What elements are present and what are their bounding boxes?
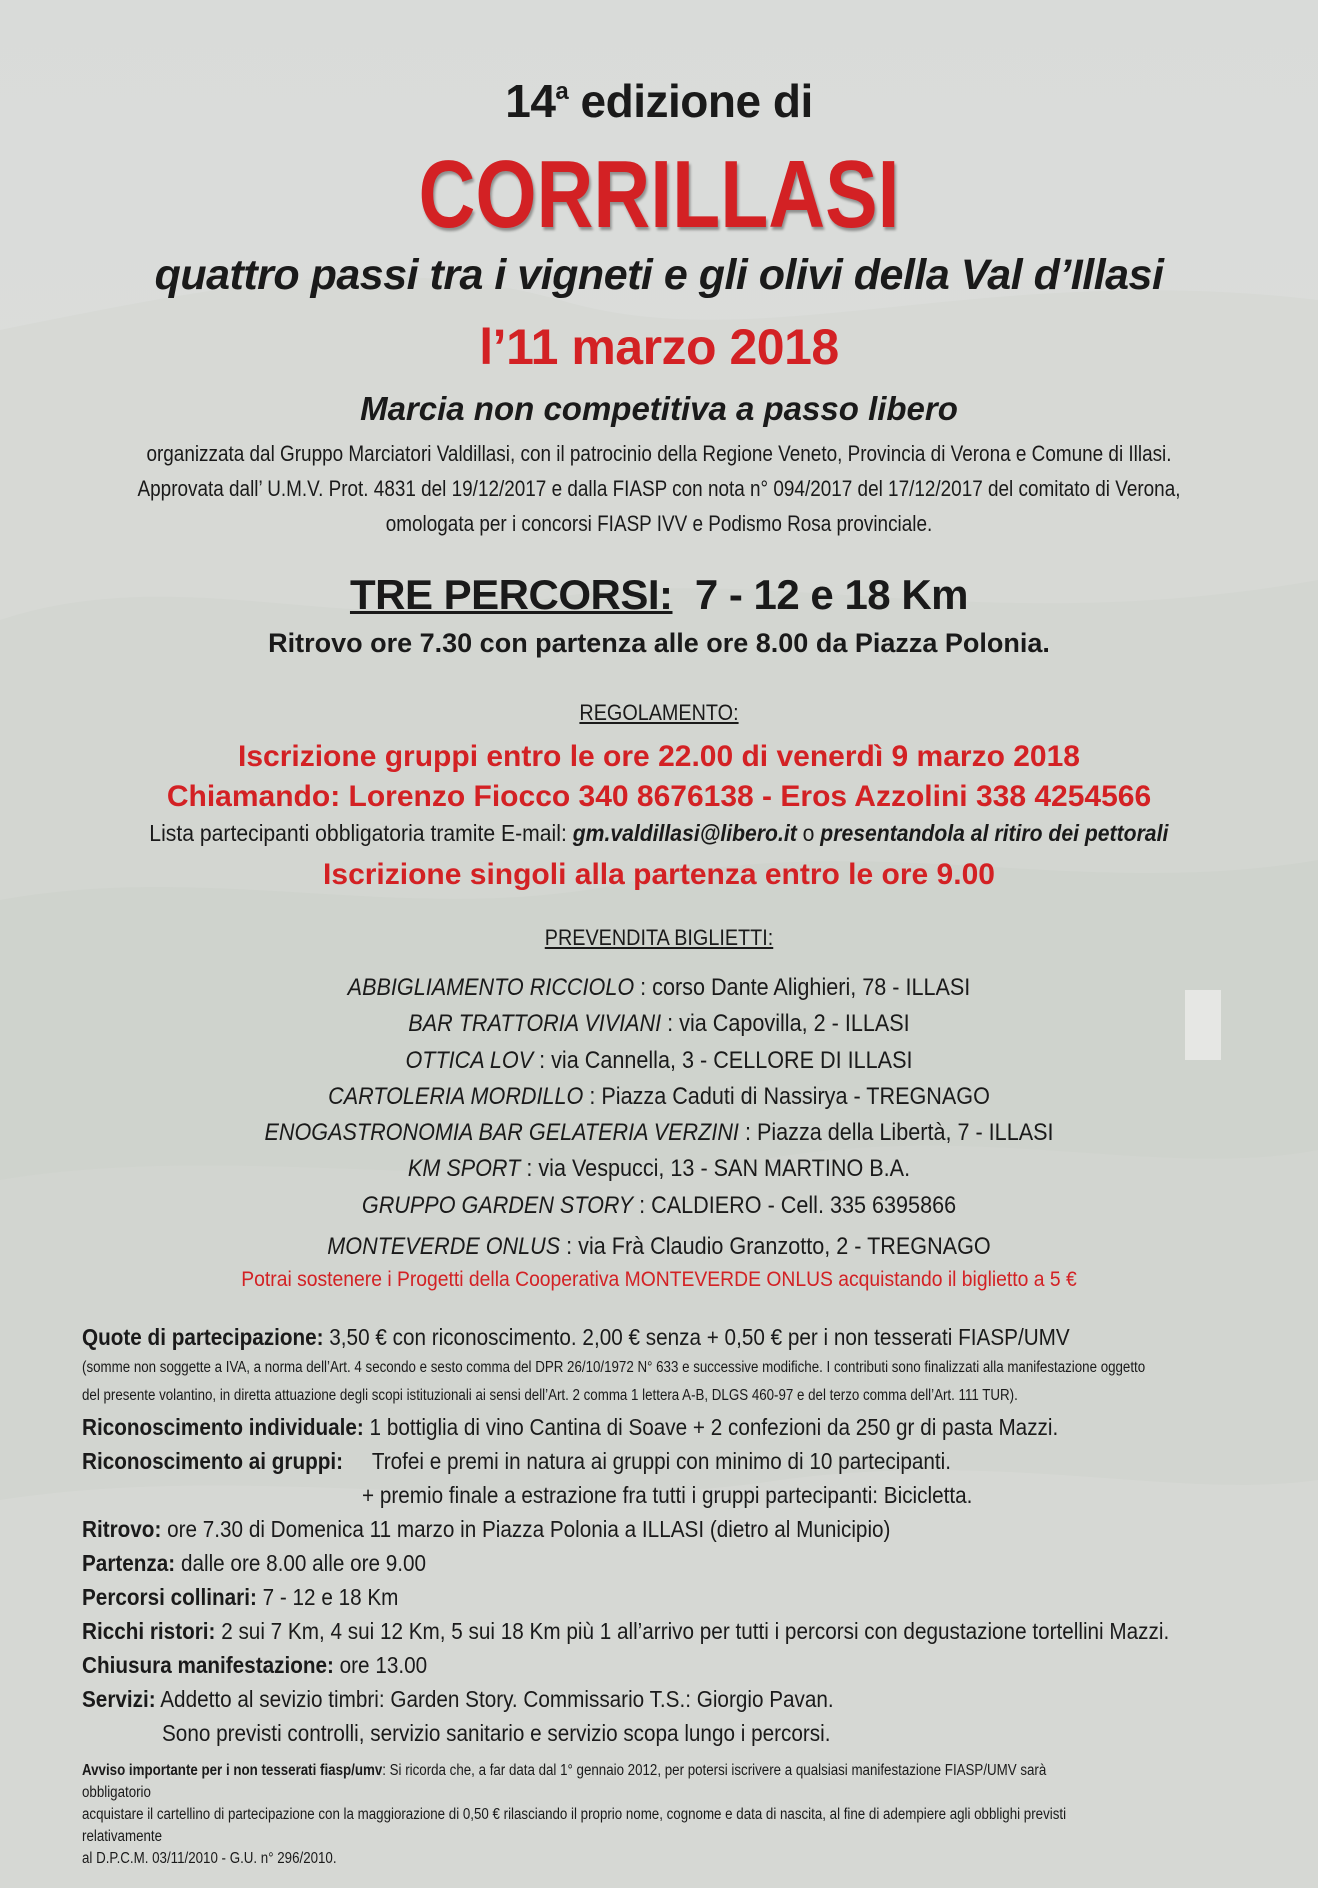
info-servizi-extra — [82, 1716, 1242, 1750]
info-partenza — [82, 1546, 1242, 1580]
registration-contacts: Chiamando: Lorenzo Fiocco 340 8676138 - Eros Azzolini 338 4254566 — [166, 780, 1152, 813]
info-text: dalle ore 8.00 alle ore 9.00 — [175, 1550, 427, 1576]
routes-label: TRE PERCORSI: — [349, 571, 673, 618]
info-text: Addetto al sevizio timbri: Garden Story. Commissario T.S.: Giorgio Pavan. — [155, 1686, 834, 1712]
participant-list-middle: o — [796, 820, 821, 846]
info-note-line: del presente volantino, in diretta attuazione degli scopi istituzionali ai sensi dell’Art. 2 comma 1 lettera A-B, DLGS 460-97 e del terzo comma dell’Art. 111 TUR). — [82, 1387, 1018, 1404]
singles-registration: Iscrizione singoli alla partenza entro le ore 9.00 — [323, 858, 995, 891]
notice-text: al D.P.C.M. 03/11/2010 - G.U. n° 296/2010. — [82, 1850, 337, 1867]
info-ritrovo — [82, 1512, 1242, 1546]
info-quote-note — [82, 1382, 1242, 1410]
participant-list-prefix: Lista partecipanti obbligatoria tramite E-mail: — [149, 820, 573, 846]
shop-detail: : via Cannella, 3 - CELLORE DI ILLASI — [533, 1046, 913, 1074]
notice-text: : Si ricorda che, a far data dal 1° gennaio 2012, per potersi iscrivere a qualsiasi manifestazione FIASP/UMV sarà obbligatorio — [82, 1762, 1047, 1801]
shop-name: ABBIGLIAMENTO RICCIOLO — [347, 974, 635, 1001]
notice-label: Avviso importante per i non tesserati fiasp/umv — [82, 1762, 383, 1779]
info-text: 2 sui 7 Km, 4 sui 12 Km, 5 sui 18 Km più 1 all’arrivo per tutti i percorsi con degustazione tortellini Mazzi. — [215, 1618, 1170, 1644]
info-label: Servizi: — [82, 1686, 156, 1712]
shop-item-monteverde — [66, 1233, 1252, 1261]
info-label: Riconoscimento individuale: — [82, 1414, 364, 1440]
shop-item — [66, 1188, 1252, 1224]
participation-info — [82, 1320, 1242, 1750]
routes-heading — [0, 571, 1318, 619]
organization-line: organizzata dal Gruppo Marciatori Valdillasi, con il patrocinio della Regione Veneto, Provincia di Verona e Comune di Illasi. — [146, 441, 1172, 466]
info-label: Quote di partecipazione: — [82, 1324, 324, 1350]
shop-detail: : Piazza Caduti di Nassirya - TREGNAGO — [583, 1082, 990, 1110]
info-label: Ritrovo: — [82, 1516, 162, 1542]
shop-name: ENOGASTRONOMIA BAR GELATERIA VERZINI — [264, 1119, 739, 1147]
shop-name: KM SPORT — [407, 1155, 521, 1183]
groups-deadline: Iscrizione gruppi entro le ore 22.00 di venerdì 9 marzo 2018 — [238, 740, 1080, 773]
support-note: Potrai sostenere i Progetti della Cooperativa MONTEVERDE ONLUS acquistando il biglietto a 5 € — [241, 1268, 1077, 1291]
info-label: Ricchi ristori: — [82, 1618, 216, 1644]
regolamento-heading: REGOLAMENTO: — [579, 700, 739, 725]
info-groups-extra — [82, 1478, 1242, 1512]
organization-text — [92, 436, 1225, 541]
info-text: 1 bottiglia di vino Cantina di Soave + 2 confezioni da 250 gr di pasta Mazzi. — [363, 1414, 1059, 1440]
email-address[interactable]: gm.valdillasi@libero.it — [572, 820, 797, 846]
info-text: ore 13.00 — [333, 1652, 428, 1678]
shop-detail: : CALDIERO - Cell. 335 6395866 — [633, 1191, 957, 1219]
info-text: ore 7.30 di Domenica 11 marzo in Piazza Polonia a ILLASI (dietro al Municipio) — [161, 1516, 891, 1542]
notice-line — [82, 1804, 1242, 1848]
shop-detail: : Piazza della Libertà, 7 - ILLASI — [738, 1119, 1054, 1147]
edition-text: edizione di — [568, 75, 813, 127]
info-text: Sono previsti controlli, servizio sanitario e servizio scopa lungo i percorsi. — [162, 1720, 831, 1746]
info-individual — [82, 1410, 1242, 1444]
info-text: Trofei e premi in natura ai gruppi con minimo di 10 partecipanti. — [371, 1448, 951, 1474]
shop-name: BAR TRATTORIA VIVIANI — [408, 1010, 662, 1038]
shop-detail: : via Frà Claudio Granzotto, 2 - TREGNAGO — [560, 1233, 991, 1260]
info-label: Chiusura manifestazione: — [82, 1652, 334, 1678]
notice-text: acquistare il cartellino di partecipazione con la maggiorazione di 0,50 € rilasciando il proprio nome, cognome e data di nascita, al fine di adempiere agli obblighi previsti relativamente — [82, 1806, 1067, 1845]
important-notice — [82, 1760, 1242, 1870]
info-label: Riconoscimento ai gruppi: — [82, 1448, 344, 1474]
info-note-line: (somme non soggette a IVA, a norma dell’Art. 4 secondo e sesto comma del DPR 26/10/1972 N° 633 e successive modifiche. I contributi sono finalizzati alla manifestazione oggetto — [82, 1359, 1146, 1376]
meeting-info: Ritrovo ore 7.30 con partenza alle ore 8.00 da Piazza Polonia. — [268, 628, 1050, 658]
info-quote-note — [82, 1354, 1242, 1382]
info-ristori — [82, 1614, 1242, 1648]
shop-detail: : corso Dante Alighieri, 78 - ILLASI — [634, 974, 971, 1001]
info-quote — [82, 1320, 1242, 1354]
shop-name: GRUPPO GARDEN STORY — [361, 1191, 634, 1219]
shop-detail: : via Capovilla, 2 - ILLASI — [661, 1010, 910, 1038]
shop-item — [66, 1006, 1252, 1042]
info-text: + premio finale a estrazione fra tutti i gruppi partecipanti: Bicicletta. — [362, 1482, 973, 1508]
routes-values: 7 - 12 e 18 Km — [694, 571, 969, 618]
shop-item — [66, 1043, 1252, 1079]
shop-detail: : via Vespucci, 13 - SAN MARTINO B.A. — [520, 1155, 911, 1183]
shop-name: MONTEVERDE ONLUS — [327, 1233, 561, 1260]
shop-name: CARTOLERIA MORDILLO — [328, 1082, 584, 1110]
shop-item — [66, 970, 1252, 1006]
shop-item — [66, 1151, 1252, 1187]
participant-list-info — [0, 820, 1318, 847]
info-chiusura — [82, 1648, 1242, 1682]
notice-line — [82, 1848, 1242, 1870]
info-text: 7 - 12 e 18 Km — [256, 1584, 399, 1610]
edition-suffix: a — [555, 78, 569, 105]
info-servizi — [82, 1682, 1242, 1716]
organization-line: omologata per i concorsi FIASP IVV e Podismo Rosa provinciale. — [385, 511, 933, 536]
prevendita-heading: PREVENDITA BIGLIETTI: — [544, 925, 774, 950]
shop-item — [66, 1079, 1252, 1115]
shop-list — [66, 970, 1252, 1224]
info-label: Percorsi collinari: — [82, 1584, 257, 1610]
event-date: l’11 marzo 2018 — [479, 319, 839, 375]
event-title: CORRILLASI — [418, 141, 900, 248]
info-groups — [82, 1444, 1242, 1478]
participant-list-suffix: presentandola al ritiro dei pettorali — [820, 820, 1169, 846]
edition-number: 14 — [505, 75, 556, 127]
info-label: Partenza: — [82, 1550, 176, 1576]
event-subtitle: quattro passi tra i vigneti e gli olivi della Val d’Illasi — [154, 251, 1164, 299]
edition-heading — [0, 74, 1318, 128]
shop-name: OTTICA LOV — [405, 1046, 534, 1074]
info-percorsi — [82, 1580, 1242, 1614]
organization-line: Approvata dall’ U.M.V. Prot. 4831 del 19/12/2017 e dalla FIASP con nota n° 094/2017 del 17/12/2017 del comitato di Verona, — [137, 476, 1181, 501]
info-text: 3,50 € con riconoscimento. 2,00 € senza + 0,50 € per i non tesserati FIASP/UMV — [323, 1324, 1070, 1350]
notice-line — [82, 1760, 1242, 1804]
shop-item — [66, 1115, 1252, 1151]
walk-type: Marcia non competitiva a passo libero — [360, 390, 958, 427]
